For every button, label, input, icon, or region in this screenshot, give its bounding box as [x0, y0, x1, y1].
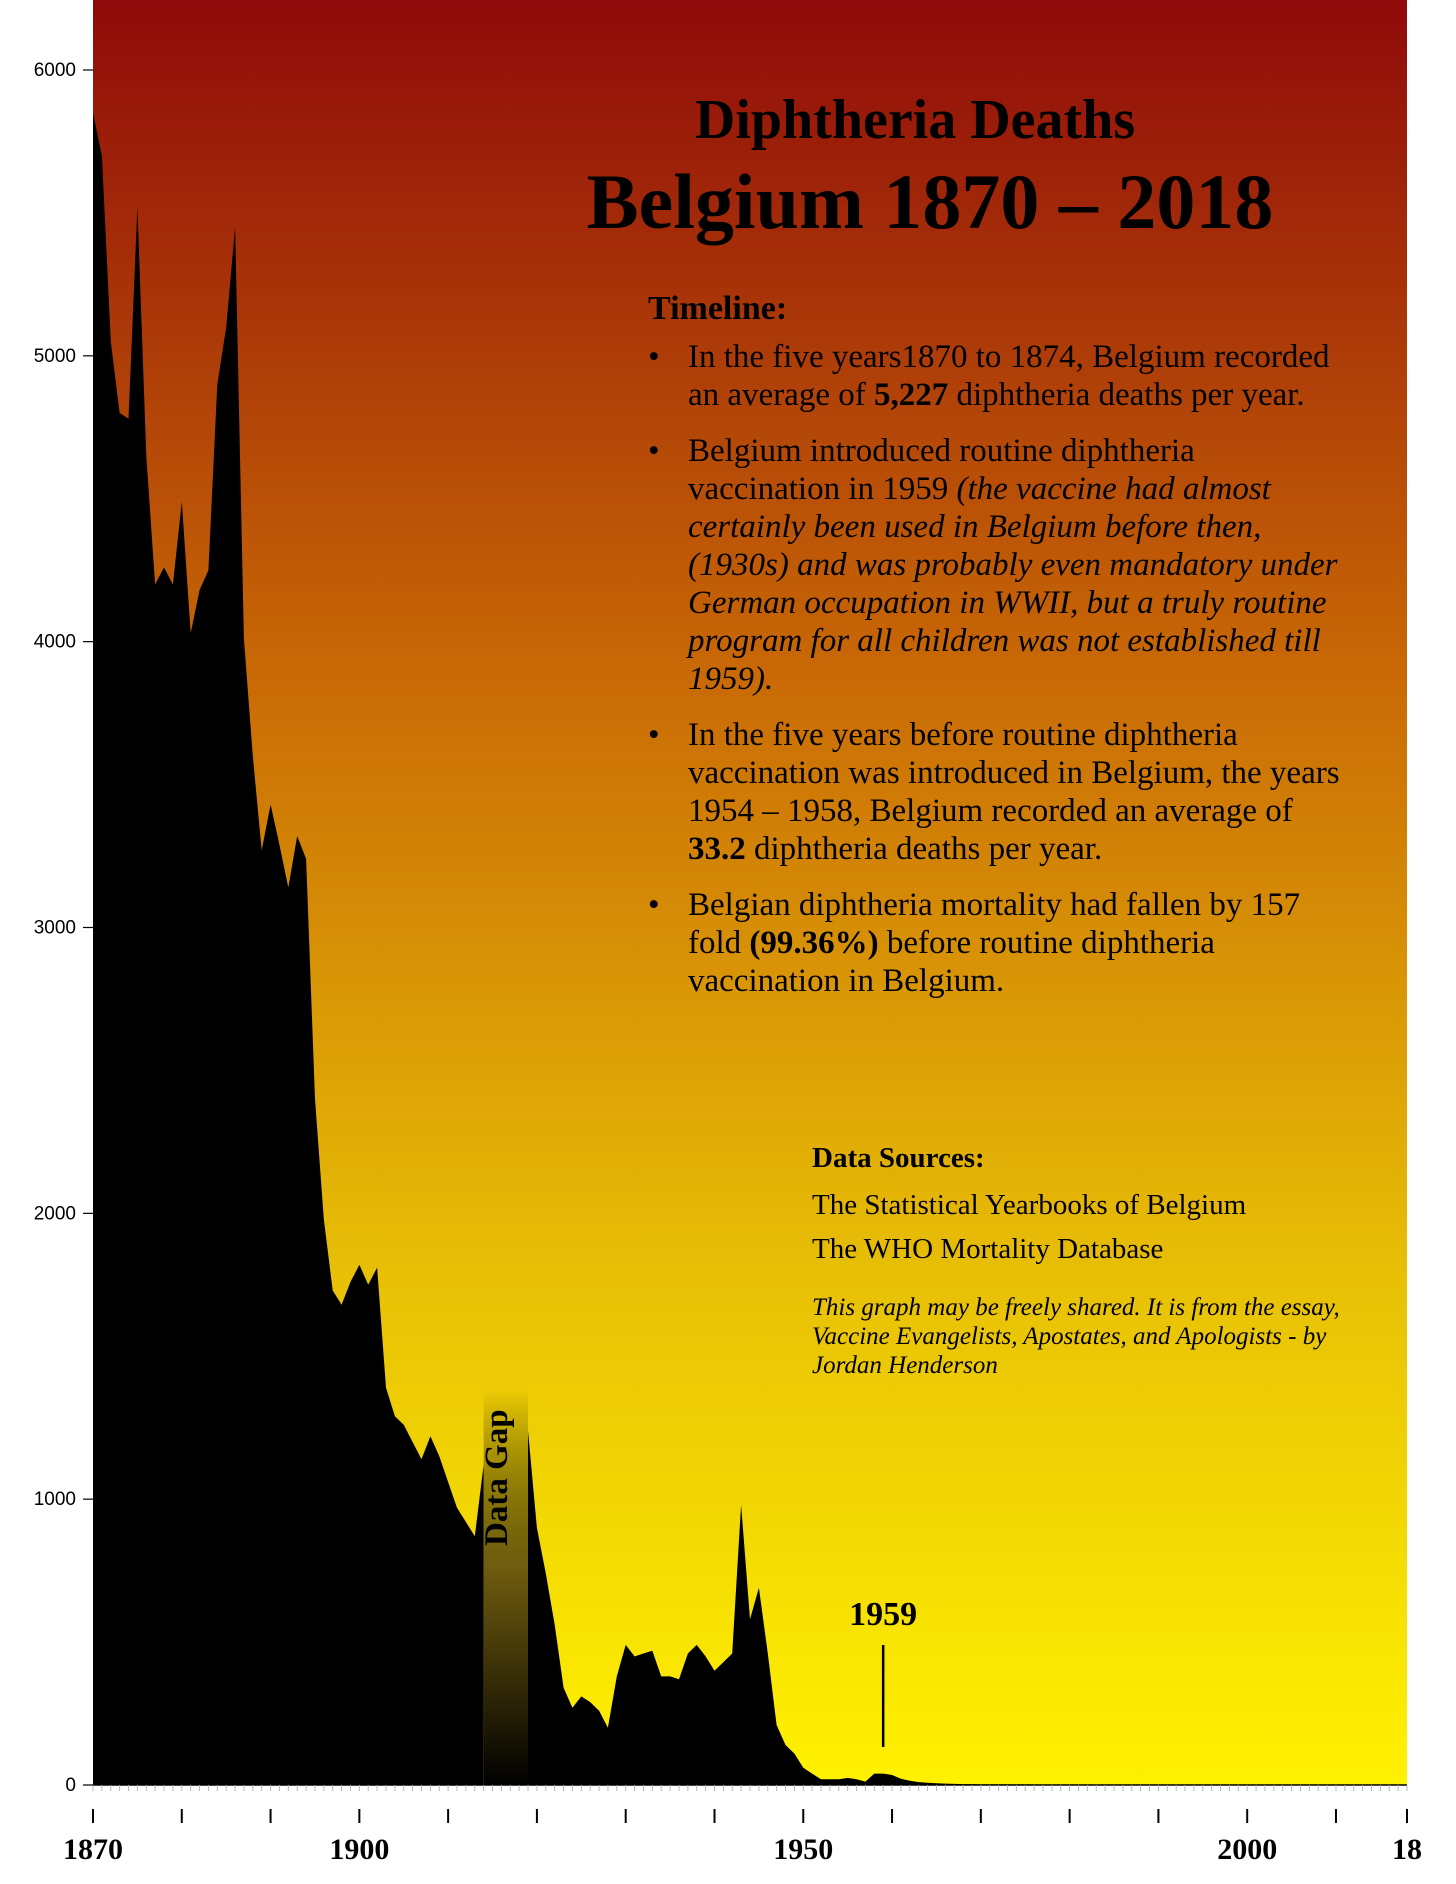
bullet-point: •: [648, 717, 660, 753]
source-line: The Statistical Yearbooks of Belgium: [812, 1189, 1247, 1221]
y-tick-label: 1000: [33, 1489, 76, 1511]
timeline-text: Belgium introduced routine diphtheria vaccination in 1959: [688, 433, 1195, 507]
timeline-text: 5,227: [873, 377, 949, 413]
timeline-text: diphtheria deaths per year.: [948, 377, 1305, 413]
data-gap-label: Data Gap: [479, 1409, 515, 1546]
share-note: This graph may be freely shared. It is from the essay, Vaccine Evangelists, Apostates, and Apologists - by Jordan Henderson: [812, 1294, 1340, 1379]
timeline-text: In the five years1870 to 1874, Belgium recorded an average of: [688, 339, 1330, 413]
x-tick-label: 2000: [1217, 1833, 1278, 1866]
bullet-point: •: [648, 433, 660, 469]
timeline-text: In the five years before routine diphtheria vaccination was introduced in Belgium, the years 1954 – 1958, Belgium recorded an average of: [688, 717, 1340, 829]
x-tick-label: 1900: [329, 1833, 390, 1866]
bullet-point: •: [648, 887, 660, 923]
x-tick-label: 18: [1392, 1833, 1422, 1866]
timeline-heading: Timeline:: [648, 290, 788, 327]
y-axis-ticks: [34, 60, 93, 1796]
timeline-text: diphtheria deaths per year.: [745, 831, 1103, 867]
timeline-item: [648, 886, 1348, 1000]
timeline-text: (the vaccine had almost certainly been used in Belgium before then, (1930s) and was probably even mandatory under German occupation in WWII, but a truly routine program for all children was not established till 1959).: [688, 471, 1338, 697]
y-tick-label: 5000: [33, 345, 76, 367]
data-sources-panel: [812, 1142, 1352, 1380]
data-sources-heading: Data Sources:: [812, 1142, 985, 1174]
timeline-text: Belgian diphtheria mortality had fallen by 157 fold: [688, 887, 1301, 961]
timeline-item: [648, 716, 1348, 868]
x-axis-labels: [63, 1833, 1422, 1866]
timeline-text: (99.36%): [749, 925, 879, 961]
x-minor-ticks: [93, 1785, 1407, 1791]
chart-title: Diphtheria Deaths: [694, 89, 1136, 151]
y-tick-label: 3000: [33, 917, 76, 939]
source-line: The WHO Mortality Database: [812, 1233, 1164, 1265]
timeline-list: [648, 338, 1348, 1000]
timeline-text: 33.2: [688, 831, 746, 867]
timeline-item: [648, 432, 1348, 698]
y-tick-label: 4000: [33, 631, 76, 653]
timeline-text: before routine diphtheria vaccination in Belgium.: [688, 925, 1215, 999]
x-major-ticks: [93, 1809, 1407, 1823]
timeline-item: [648, 338, 1348, 414]
x-tick-label: 1950: [773, 1833, 834, 1866]
bullet-point: •: [648, 339, 660, 375]
vaccination-1959-label: 1959: [849, 1596, 918, 1633]
y-tick-label: 2000: [33, 1203, 76, 1225]
y-tick-label: 0: [65, 1775, 76, 1796]
chart-subtitle: Belgium 1870 – 2018: [586, 158, 1274, 245]
x-tick-label: 1870: [63, 1833, 123, 1866]
timeline-panel: [648, 290, 1348, 1018]
y-tick-label: 6000: [33, 60, 76, 81]
